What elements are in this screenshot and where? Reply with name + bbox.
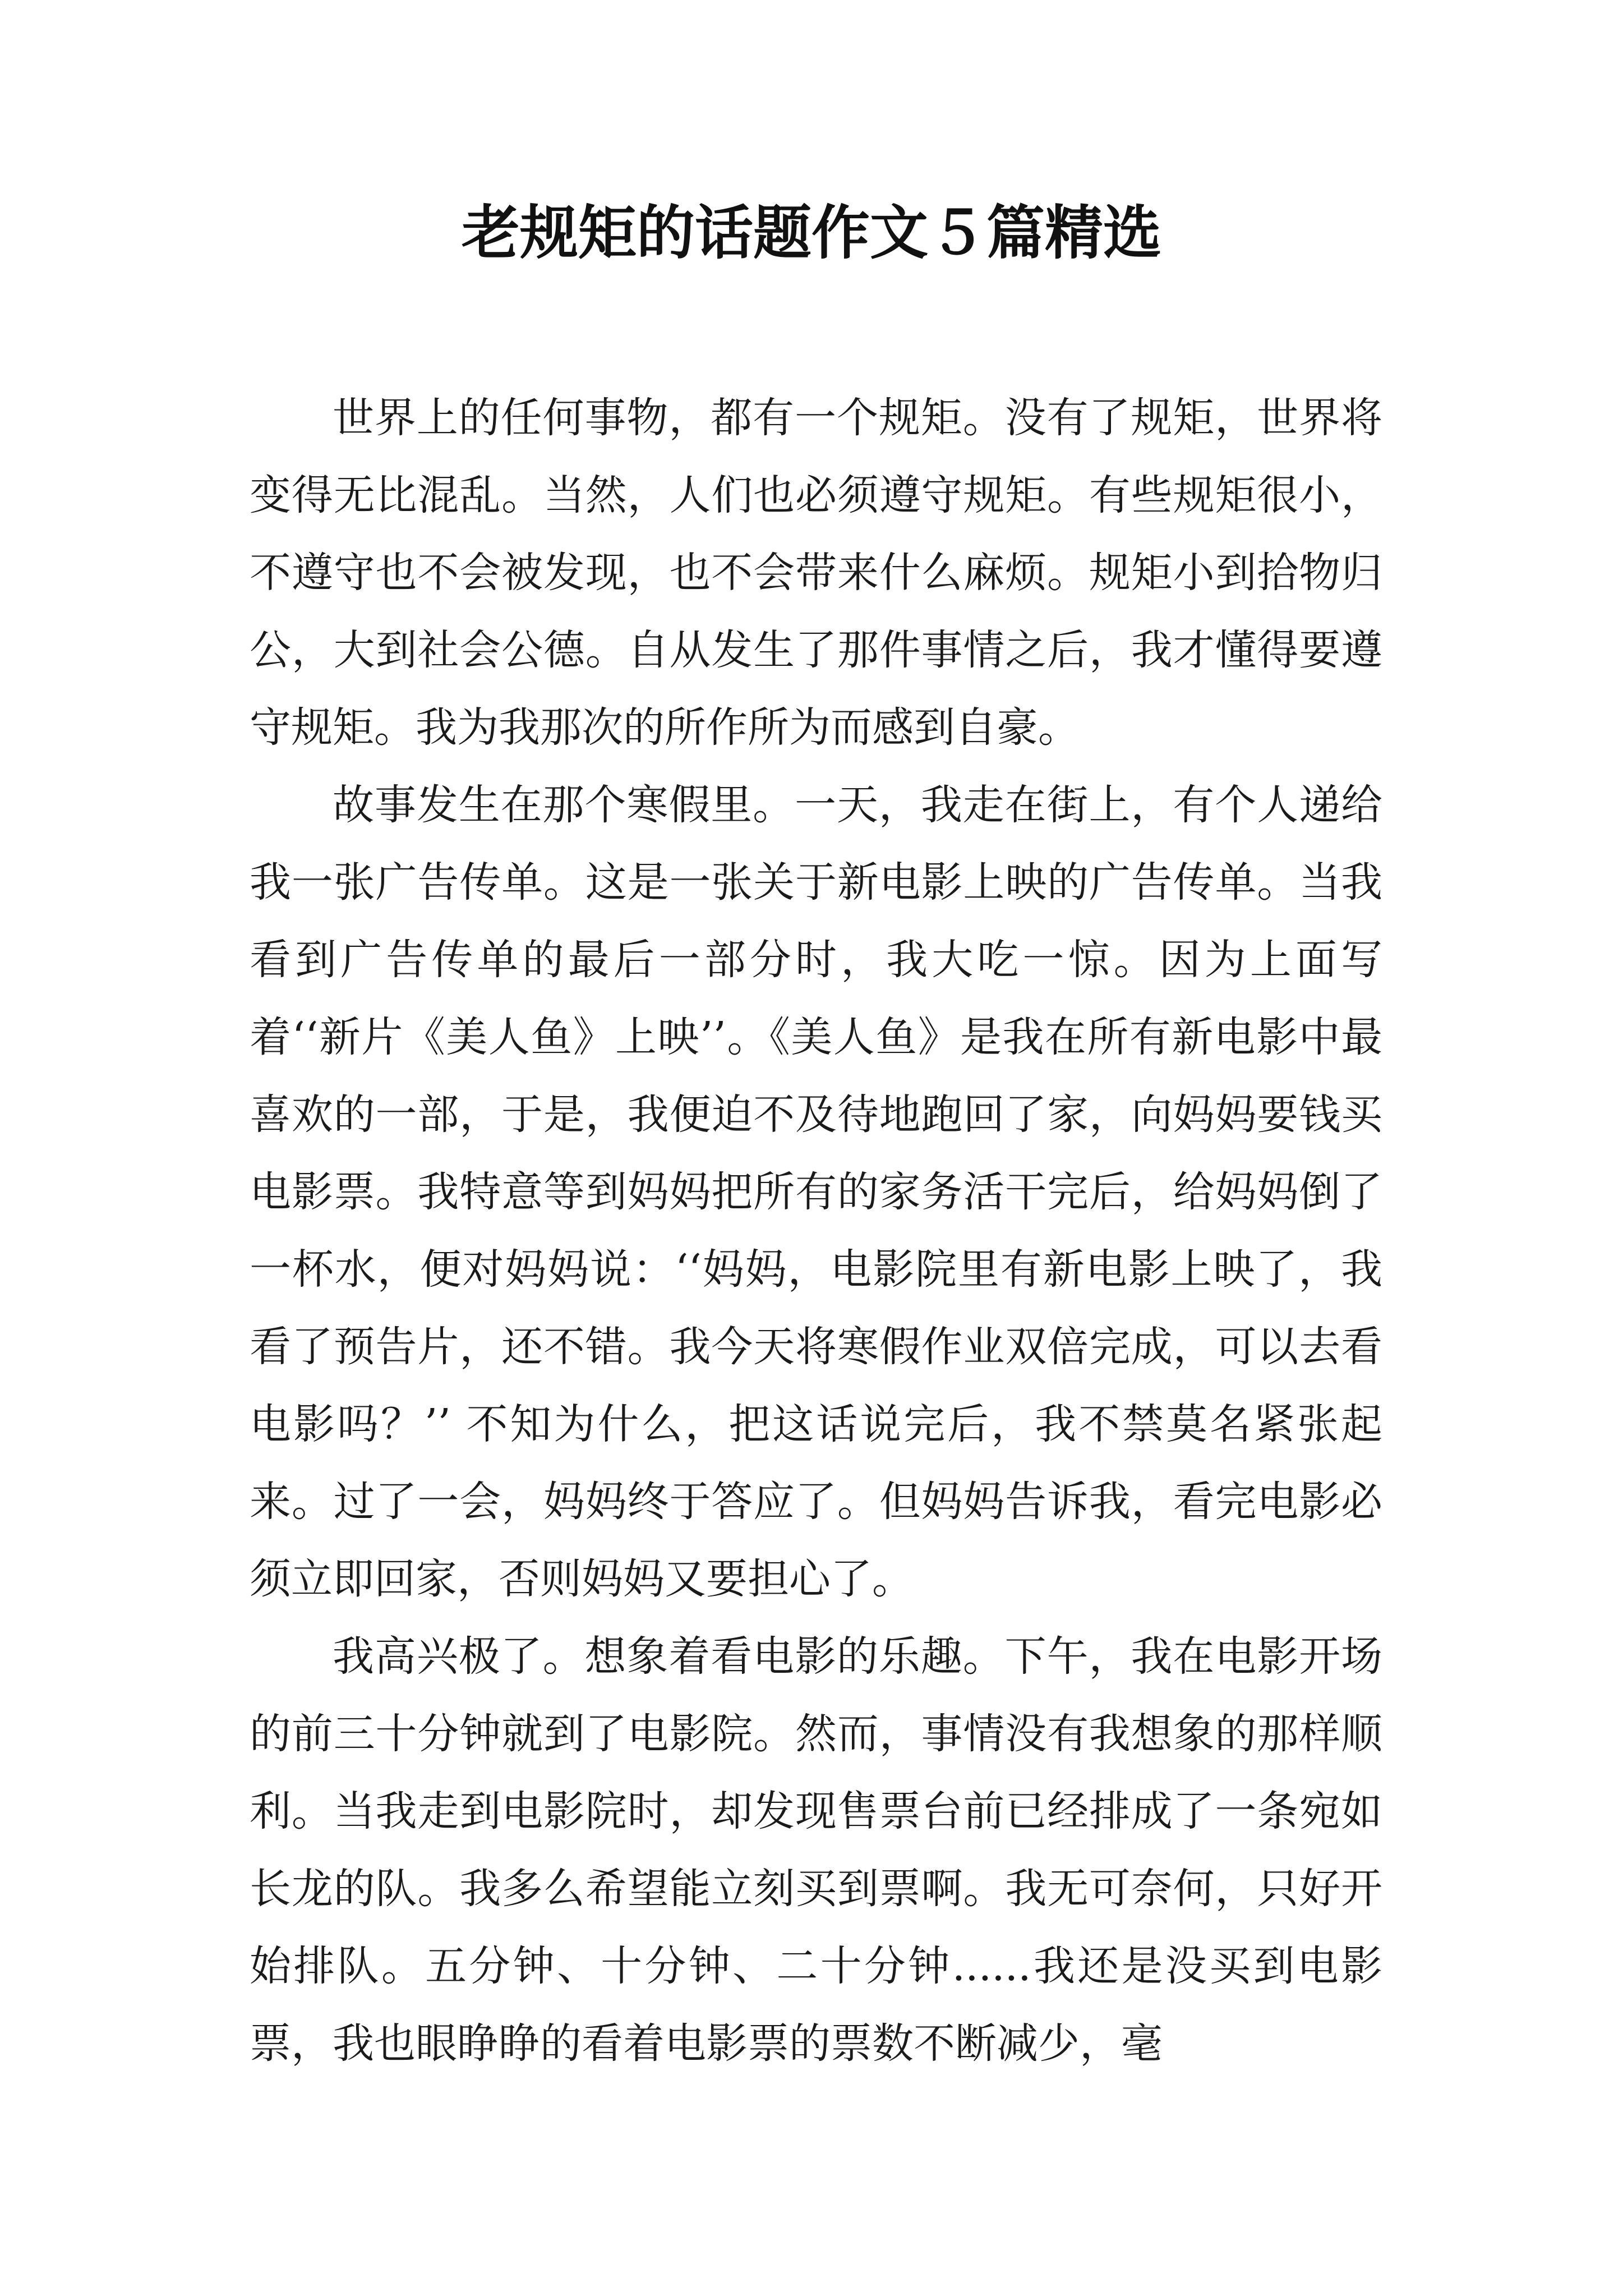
paragraph-3: 我高兴极了。想象着看电影的乐趣。下午，我在电影开场的前三十分钟就到了电影院。然而，事情没有我想象的那样顺利。当我走到电影院时，却发现售票台前已经排成了一条宛如长龙的队。我多么希望能立刻买到票啊。我无可奈何，只好开始排队。五分钟、十分钟、二十分钟......我还是没买到电影票，我也眼睁睁的看着电影票的票数不断减少，毫 — [250, 1632, 1382, 2068]
paragraph-1: 世界上的任何事物，都有一个规矩。没有了规矩，世界将变得无比混乱。当然，人们也必须遵守规矩。有些规矩很小，不遵守也不会被发现，也不会带来什么麻烦。规矩小到拾物归公，大到社会公德。自从发生了那件事情之后，我才懂得要遵守规矩。我为我那次的所作所为而感到自豪。 — [250, 394, 1382, 752]
document-title: 老规矩的话题作文５篇精选 — [461, 198, 1161, 267]
paragraph-2: 故事发生在那个寒假里。一天，我走在街上，有个人递给我一张广告传单。这是一张关于新电影上映的广告传单。当我看到广告传单的最后一部分时，我大吃一惊。因为上面写着‘‘新片《美人鱼》上映’’。《美人鱼》是我在所有新电影中最喜欢的一部，于是，我便迫不及待地跑回了家，向妈妈要钱买电影票。我特意等到妈妈把所有的家务活干完后，给妈妈倒了一杯水，便对妈妈说：‘‘妈妈，电影院里有新电影上映了，我看了预告片，还不错。我今天将寒假作业双倍完成，可以去看电影吗？’’ 不知为什么，把这话说完后，我不禁莫名紧张起来。过了一会，妈妈终于答应了。但妈妈告诉我，看完电影必须立即回家，否则妈妈又要担心了。 — [250, 781, 1382, 1603]
document-body — [250, 379, 1382, 2082]
